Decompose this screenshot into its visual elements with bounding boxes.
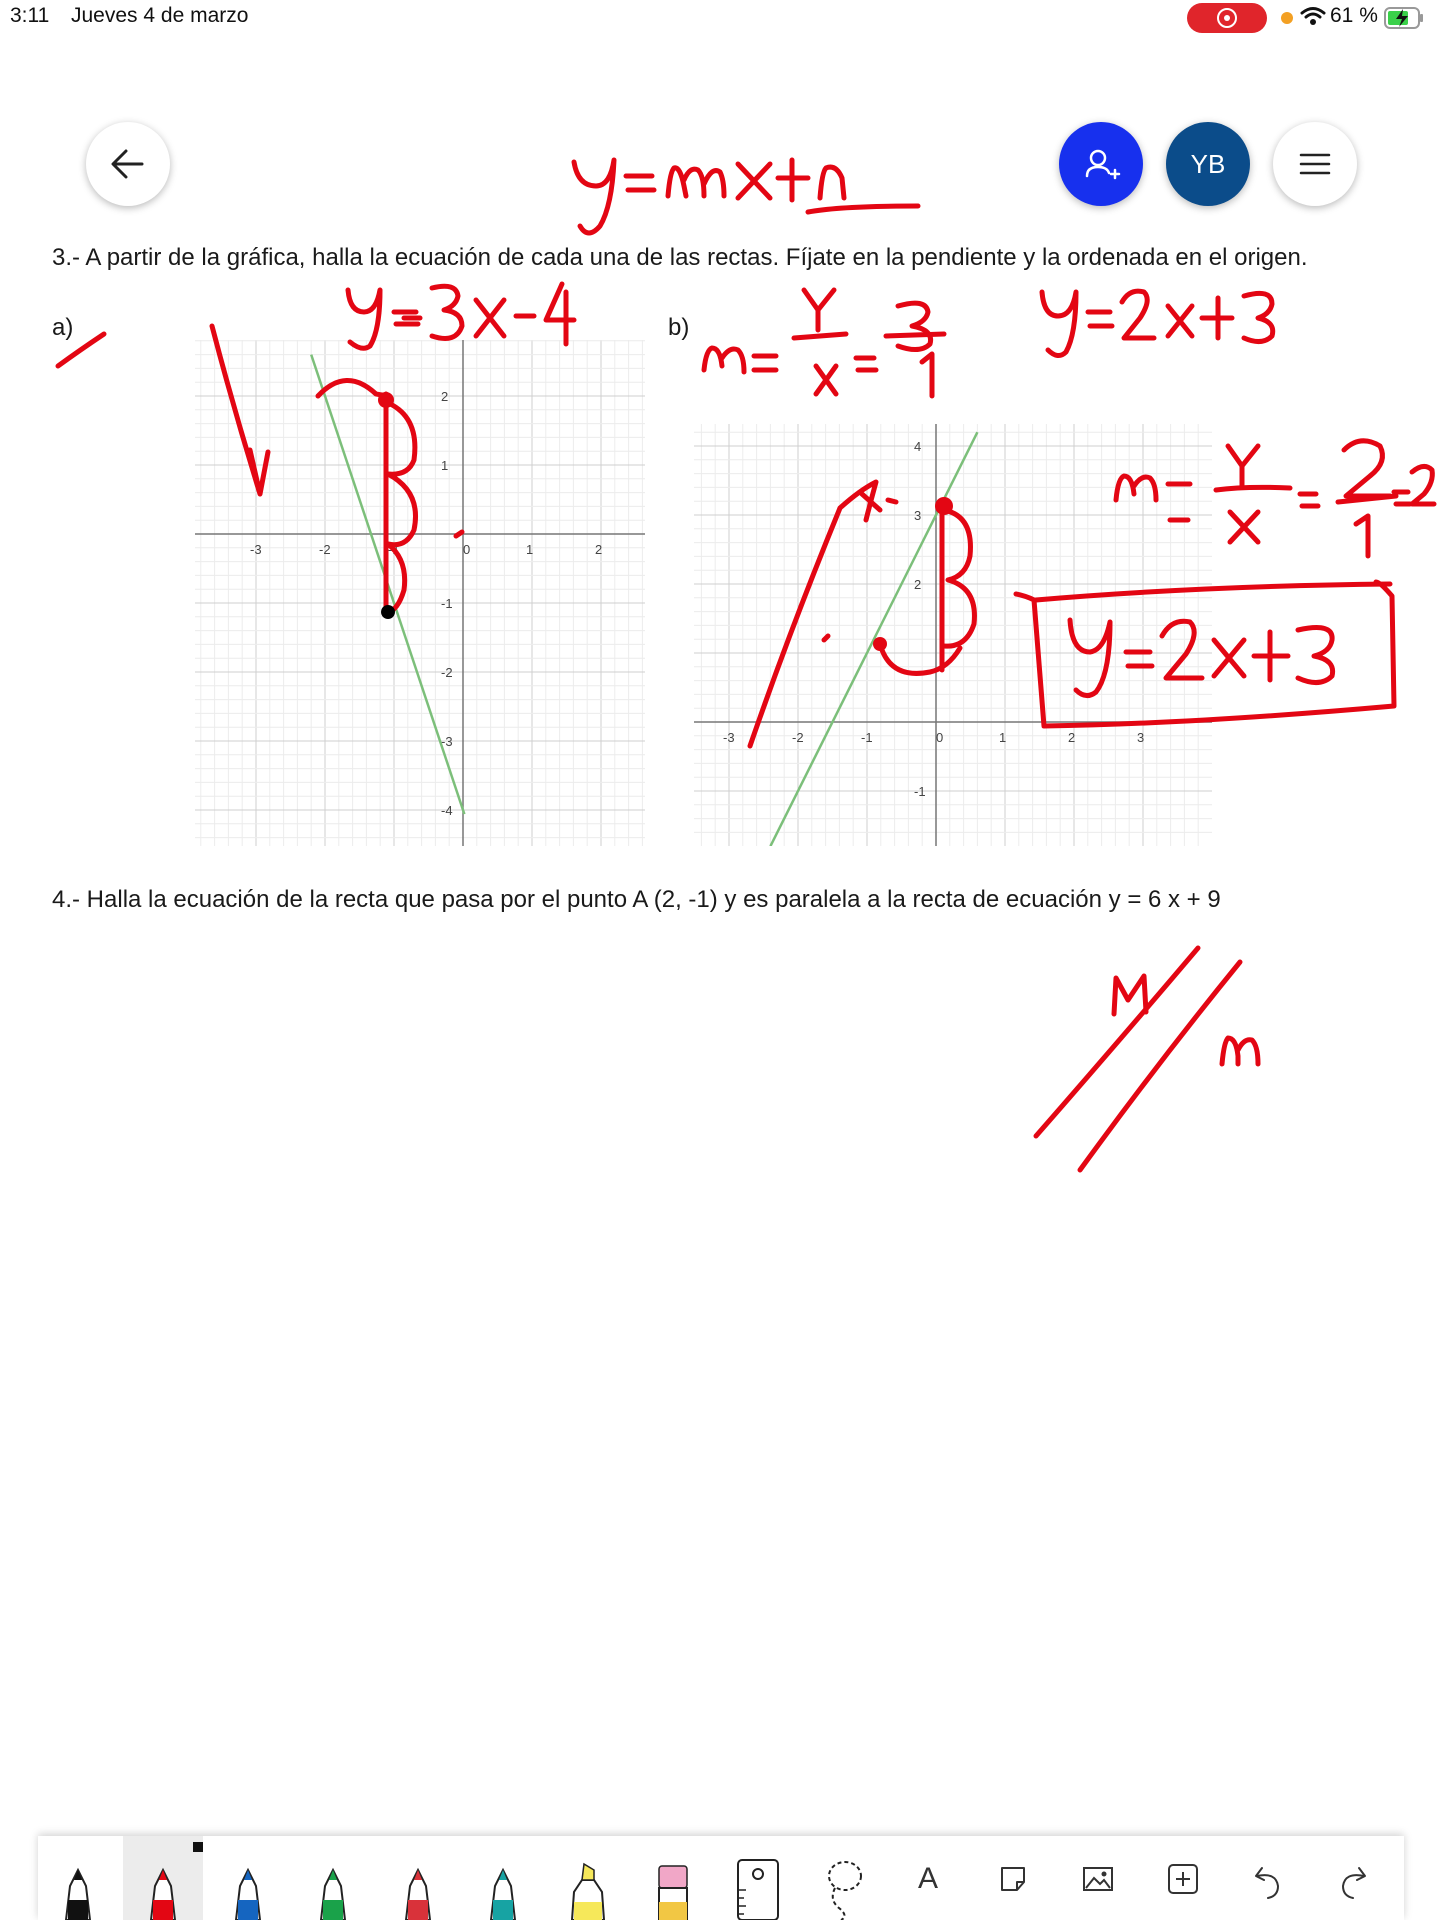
pen-icon [208,1836,288,1920]
graph-b-tick-labels [723,439,1144,799]
tool-image[interactable] [1058,1836,1138,1920]
y-tick-label: -1 [441,596,453,611]
x-tick-label: -2 [792,730,804,745]
y-tick-label: -2 [441,665,453,680]
highlighter-icon [548,1836,628,1920]
graph-a-grid [195,340,645,846]
pen-icon [463,1836,543,1920]
graph-b [694,424,1212,846]
record-icon [1217,8,1237,28]
x-tick-label: 0 [463,542,471,557]
x-tick-label: -3 [723,730,735,745]
tool-red-pen[interactable] [123,1836,203,1920]
back-button[interactable] [86,122,170,206]
y-tick-label: -1 [914,784,926,799]
tool-highlighter[interactable] [548,1836,628,1920]
status-time: 3:11 [10,4,50,27]
svg-text:A: A [917,1862,939,1895]
redo-icon [1313,1836,1393,1920]
pen-icon [38,1836,118,1920]
x-tick-label: 2 [595,542,603,557]
ink-top-formula [574,160,918,233]
add-icon [1143,1836,1223,1920]
screen-recording-indicator[interactable] [1187,3,1267,33]
y-tick-label: -4 [441,803,453,818]
graph-b-grid [694,424,1212,846]
wifi-icon [1300,5,1326,27]
eraser-icon [633,1836,713,1920]
tool-shapes[interactable] [973,1836,1053,1920]
status-bar [0,0,1440,40]
x-tick-label: -1 [388,542,400,557]
ink-q4-m1 [1114,976,1146,1014]
x-tick-label: 1 [999,730,1007,745]
x-tick-label: 1 [526,542,534,557]
x-tick-label: -2 [319,542,331,557]
graph-a-axes [195,340,645,846]
status-date: Jueves 4 de marzo [71,4,249,27]
ink-answer-b1 [1042,291,1273,355]
hamburger-icon [1273,122,1357,206]
x-tick-label: -1 [861,730,873,745]
pen-icon [293,1836,373,1920]
x-tick-label: 0 [936,730,944,745]
tool-settings-indicator[interactable] [193,1842,203,1852]
x-tick-label: -3 [250,542,262,557]
ruler-icon [718,1836,798,1920]
battery-charging-icon [1384,7,1424,29]
question-4-text: 4.- Halla la ecuación de la recta que pasa por el punto A (2, -1) y es paralela a la recta de ecuación y = 6 x + 9 [52,886,1221,913]
graph-a [195,340,645,846]
tool-undo[interactable] [1228,1836,1308,1920]
x-tick-label: 2 [1068,730,1076,745]
text-icon [888,1836,968,1920]
menu-button[interactable] [1273,122,1357,206]
tool-green-pen[interactable] [293,1836,373,1920]
shapes-icon [973,1836,1053,1920]
tool-rainbow-pen[interactable] [378,1836,458,1920]
ink-slope-b1 [704,290,944,396]
tool-redo[interactable] [1313,1836,1393,1920]
microphone-indicator-dot [1281,12,1293,24]
ink-q4-m2 [1222,1038,1258,1064]
part-a-label: a) [52,314,74,341]
ink-answer-a [348,284,574,348]
tool-galaxy-pen[interactable] [463,1836,543,1920]
tool-text[interactable] [888,1836,968,1920]
y-tick-label: -3 [441,734,453,749]
part-b-label: b) [668,314,690,341]
y-tick-label: 1 [441,458,449,473]
invite-user-button[interactable] [1059,122,1143,206]
y-tick-label: 2 [914,577,922,592]
y-tick-label: 3 [914,508,922,523]
arrow-left-icon [86,122,170,206]
tool-blue-pen[interactable] [208,1836,288,1920]
x-tick-label: 3 [1137,730,1145,745]
lasso-icon [803,1836,883,1920]
tool-add[interactable] [1143,1836,1223,1920]
user-avatar[interactable]: YB [1166,122,1250,206]
tool-black-pen[interactable] [38,1836,118,1920]
tool-lasso[interactable] [803,1836,883,1920]
tool-eraser[interactable] [633,1836,713,1920]
pen-icon [378,1836,458,1920]
pen-icon [123,1836,203,1920]
battery-percent: 61 % [1330,4,1378,27]
y-tick-label: 4 [914,439,922,454]
drawing-toolbar [38,1836,1404,1920]
y-tick-label: 2 [441,389,449,404]
undo-icon [1228,1836,1308,1920]
tool-ruler[interactable] [718,1836,798,1920]
image-icon [1058,1836,1138,1920]
ink-q4-parallel [1036,948,1258,1170]
question-3-text: 3.- A partir de la gráfica, halla la ecuación de cada una de las rectas. Fíjate en la pendiente y la ordenada en el origen. [52,244,1308,271]
add-user-icon [1059,122,1143,206]
